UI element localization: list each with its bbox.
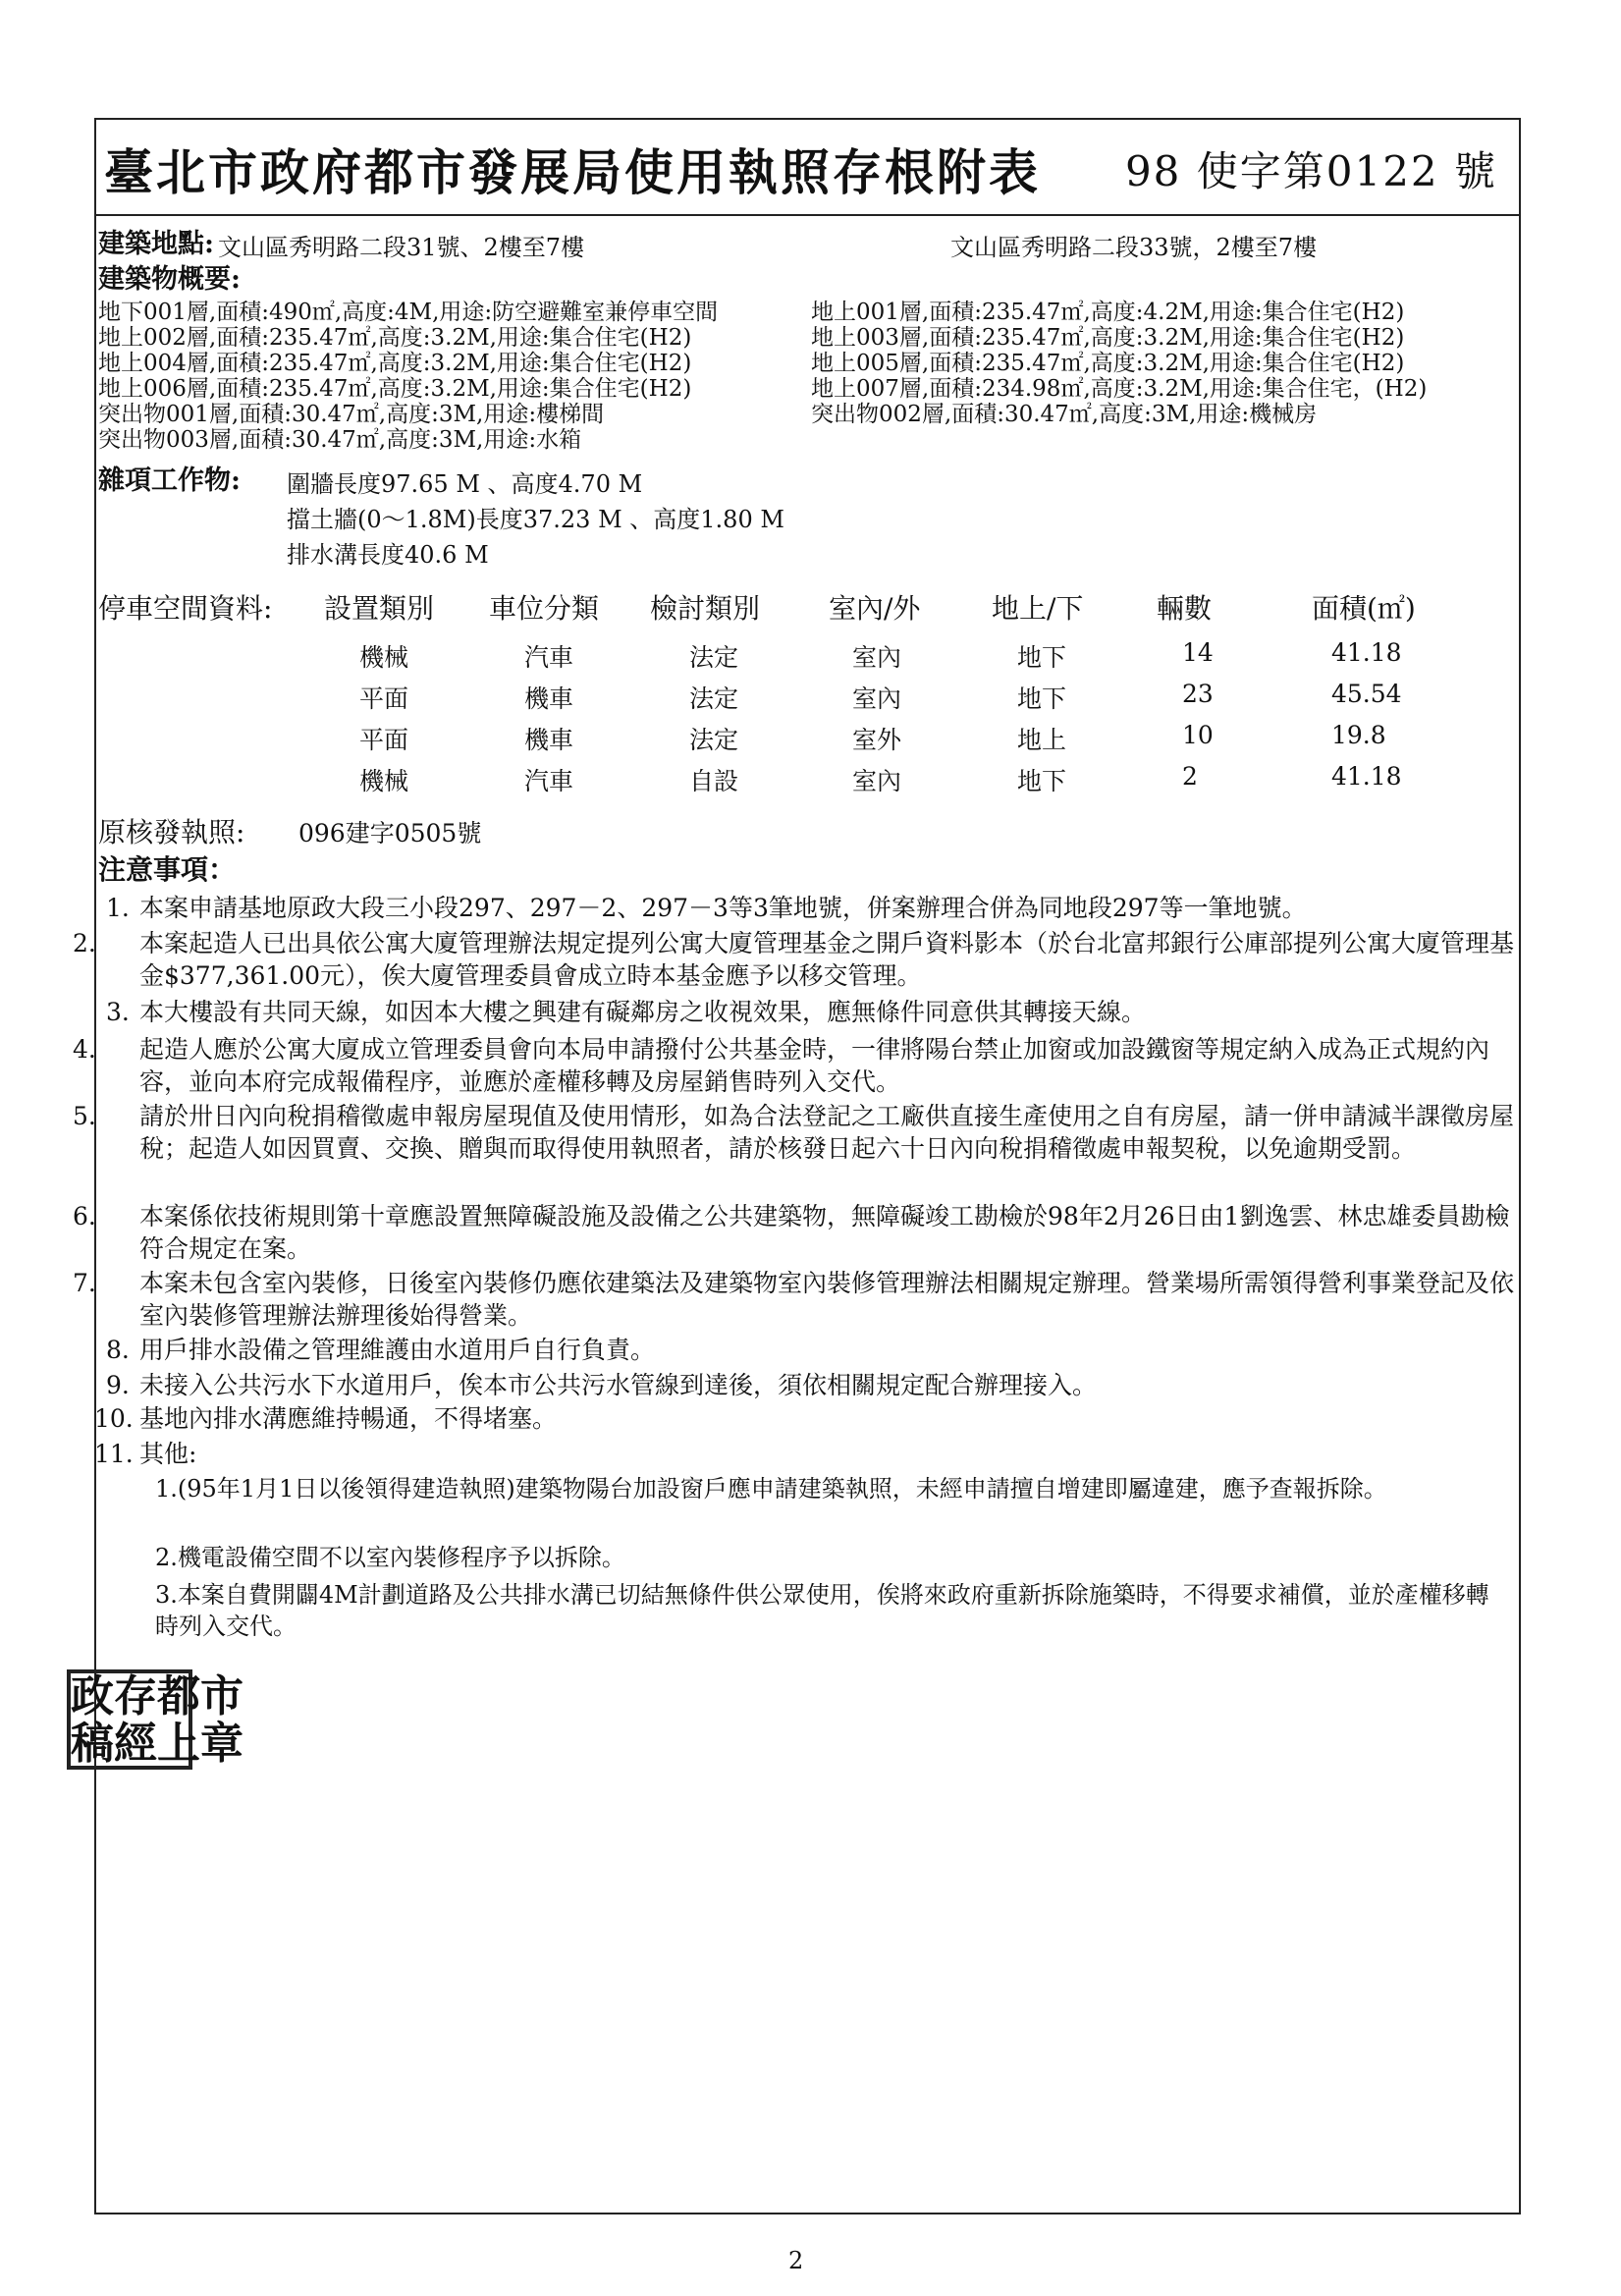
note-item <box>106 892 1520 924</box>
seal-char: 都 <box>157 1671 200 1722</box>
parking-cell: 23 <box>1182 680 1214 708</box>
parking-header-vehicle: 車位分類 <box>489 592 600 625</box>
parking-cell: 室外 <box>852 726 902 754</box>
parking-cell: 地下 <box>1017 767 1067 795</box>
parking-cell: 平面 <box>359 684 409 713</box>
misc-work-1: 圍牆長度97.65 M 、高度4.70 M <box>287 470 643 498</box>
note-text: 其他: <box>139 1440 197 1468</box>
permit-number: 98 使字第0122 號 <box>1124 147 1497 195</box>
parking-cell: 室內 <box>852 643 902 672</box>
overview-right-4: 地上007層,面積:234.98㎡,高度:3.2M,用途:集合住宅，(H2) <box>811 376 1428 402</box>
overview-left-4: 地上006層,面積:235.47㎡,高度:3.2M,用途:集合住宅(H2) <box>98 376 692 402</box>
parking-header-level: 地上/下 <box>992 592 1084 625</box>
note-item <box>73 1100 1534 1165</box>
parking-label: 停車空間資料: <box>98 592 273 625</box>
site-label: 建築地點: <box>98 229 214 259</box>
note-number: 3. <box>106 998 130 1026</box>
parking-cell: 2 <box>1182 762 1198 791</box>
overview-left-1: 地下001層,面積:490㎡,高度:4M,用途:防空避難室兼停車空間 <box>98 300 719 325</box>
seal-char: 稿 <box>71 1719 114 1769</box>
note-number: 11. <box>94 1440 134 1468</box>
note-text: 起造人應於公寓大廈成立管理委員會向本局申請撥付公共基金時，一律將陽台禁止加窗或加設鐵窗等規定納入成為正式規約內容，並向本府完成報備程序，並應於產權移轉及房屋銷售時列入交代。 <box>139 1035 1490 1096</box>
notes-label: 注意事項： <box>98 853 237 886</box>
parking-cell: 41.18 <box>1331 638 1402 667</box>
parking-cell: 地下 <box>1017 643 1067 672</box>
other-item: 3.本案自費開闢4M計劃道路及公共排水溝已切結無條件供公眾使用，俟將來政府重新拆除施築時，不得要求補償，並於產權移轉時列入交代。 <box>155 1581 1489 1640</box>
parking-cell: 45.54 <box>1331 680 1402 708</box>
note-number: 7. <box>73 1269 96 1297</box>
parking-cell: 汽車 <box>524 767 574 795</box>
overview-left-5: 突出物001層,面積:30.47㎡,高度:3M,用途:樓梯間 <box>98 402 605 427</box>
note-item <box>94 1438 1508 1470</box>
seal-char: 章 <box>200 1719 243 1769</box>
note-number: 6. <box>73 1202 96 1230</box>
overview-left-3: 地上004層,面積:235.47㎡,高度:3.2M,用途:集合住宅(H2) <box>98 351 692 376</box>
parking-header-type: 設置類別 <box>324 592 435 625</box>
parking-header-review: 檢討類別 <box>650 592 761 625</box>
note-number: 4. <box>73 1035 96 1064</box>
seal-char: 市 <box>200 1671 243 1722</box>
parking-cell: 地下 <box>1017 684 1067 713</box>
parking-header-area: 面積(㎡) <box>1312 592 1416 625</box>
overview-right-5: 突出物002層,面積:30.47㎡,高度:3M,用途:機械房 <box>811 402 1318 427</box>
misc-work-3: 排水溝長度40.6 M <box>287 541 489 569</box>
original-license-value: 096建字0505號 <box>298 819 482 847</box>
note-item <box>106 1334 1520 1366</box>
official-seal <box>67 1669 243 1770</box>
note-text: 用戶排水設備之管理維護由水道用戶自行負責。 <box>139 1336 656 1364</box>
parking-cell: 法定 <box>689 684 739 713</box>
page-title: 臺北市政府都市發展局使用執照存根附表 <box>104 143 1041 201</box>
parking-cell: 41.18 <box>1331 762 1402 791</box>
other-item: 2.機電設備空間不以室內裝修程序予以拆除。 <box>155 1544 625 1571</box>
seal-char: 經 <box>114 1719 157 1769</box>
seal-char: 政 <box>71 1671 114 1722</box>
original-license-label: 原核發執照: <box>98 816 245 848</box>
note-item <box>94 1402 1508 1435</box>
parking-cell: 室內 <box>852 684 902 713</box>
overview-label: 建築物概要: <box>98 264 241 295</box>
other-item: 1.(95年1月1日以後領得建造執照)建築物陽台加設窗戶應申請建築執照，未經申請擅自增建即屬違建，應予查報拆除。 <box>155 1475 1387 1503</box>
site-address-1: 文山區秀明路二段31號、2樓至7樓 <box>218 234 585 261</box>
site-address-2: 文山區秀明路二段33號，2樓至7樓 <box>950 234 1318 261</box>
parking-header-count: 輛數 <box>1157 592 1213 625</box>
parking-cell: 室內 <box>852 767 902 795</box>
title-row <box>96 120 1519 216</box>
parking-cell: 地上 <box>1017 726 1067 754</box>
note-text: 本大樓設有共同天線，如因本大樓之興建有礙鄰房之收視效果，應無條件同意供其轉接天線。 <box>139 998 1147 1026</box>
parking-cell: 法定 <box>689 643 739 672</box>
note-item <box>106 1369 1520 1401</box>
overview-right-1: 地上001層,面積:235.47㎡,高度:4.2M,用途:集合住宅(H2) <box>811 300 1405 325</box>
note-number: 8. <box>106 1336 130 1364</box>
note-number: 1. <box>106 894 130 922</box>
note-text: 本案未包含室內裝修，日後室內裝修仍應依建築法及建築物室內裝修管理辦法相關規定辦理。營業場所需領得營利事業登記及依室內裝修管理辦法辦理後始得營業。 <box>139 1269 1515 1330</box>
overview-left-6: 突出物003層,面積:30.47㎡,高度:3M,用途:水箱 <box>98 427 582 453</box>
note-number: 10. <box>94 1404 134 1433</box>
note-number: 9. <box>106 1371 130 1399</box>
overview-right-2: 地上003層,面積:235.47㎡,高度:3.2M,用途:集合住宅(H2) <box>811 325 1405 351</box>
parking-cell: 機械 <box>359 767 409 795</box>
misc-works-label: 雜項工作物: <box>98 465 241 496</box>
note-text: 本案申請基地原政大段三小段297、297－2、297－3等3筆地號，併案辦理合併為同地段297等一筆地號。 <box>139 894 1307 922</box>
note-text: 本案係依技術規則第十章應設置無障礙設施及設備之公共建築物，無障礙竣工勘檢於98年2月26日由1劉逸雲、林忠雄委員勘檢符合規定在案。 <box>139 1202 1510 1263</box>
parking-cell: 平面 <box>359 726 409 754</box>
parking-cell: 14 <box>1182 638 1214 667</box>
parking-cell: 自設 <box>689 767 739 795</box>
note-text: 請於卅日內向稅捐稽徵處申報房屋現值及使用情形，如為合法登記之工廠供直接生產使用之自有房屋，請一併申請減半課徵房屋稅；起造人如因買賣、交換、贈與而取得使用執照者，請於核發日起六十日內向稅捐稽徵處申報契稅，以免逾期受罰。 <box>139 1102 1515 1163</box>
seal-char: 上 <box>157 1719 200 1769</box>
note-item <box>73 927 1534 992</box>
overview-right-3: 地上005層,面積:235.47㎡,高度:3.2M,用途:集合住宅(H2) <box>811 351 1405 376</box>
note-text: 本案起造人已出具依公寓大廈管理辦法規定提列公寓大廈管理基金之開戶資料影本（於台北富邦銀行公庫部提列公寓大廈管理基金$377,361.00元），俟大廈管理委員會成立時本基金應予以移交管理。 <box>139 929 1515 990</box>
note-item <box>73 1033 1534 1098</box>
note-item <box>73 1267 1534 1332</box>
parking-cell: 機械 <box>359 643 409 672</box>
note-item <box>73 1200 1534 1265</box>
parking-cell: 汽車 <box>524 643 574 672</box>
parking-cell: 法定 <box>689 726 739 754</box>
parking-cell: 機車 <box>524 684 574 713</box>
note-text: 基地內排水溝應維持暢通，不得堵塞。 <box>139 1404 558 1433</box>
parking-header-inout: 室內/外 <box>829 592 921 625</box>
page-number: 2 <box>788 2247 804 2274</box>
note-text: 未接入公共污水下水道用戶，俟本市公共污水管線到達後，須依相關規定配合辦理接入。 <box>139 1371 1098 1399</box>
parking-cell: 機車 <box>524 726 574 754</box>
overview-left-2: 地上002層,面積:235.47㎡,高度:3.2M,用途:集合住宅(H2) <box>98 325 692 351</box>
note-number: 2. <box>73 929 96 957</box>
seal-char: 存 <box>114 1671 157 1722</box>
parking-cell: 10 <box>1182 721 1214 749</box>
note-number: 5. <box>73 1102 96 1130</box>
misc-work-2: 擋土牆(0～1.8M)長度37.23 M 、高度1.80 M <box>287 506 784 533</box>
parking-cell: 19.8 <box>1331 721 1386 749</box>
note-item <box>106 996 1520 1028</box>
